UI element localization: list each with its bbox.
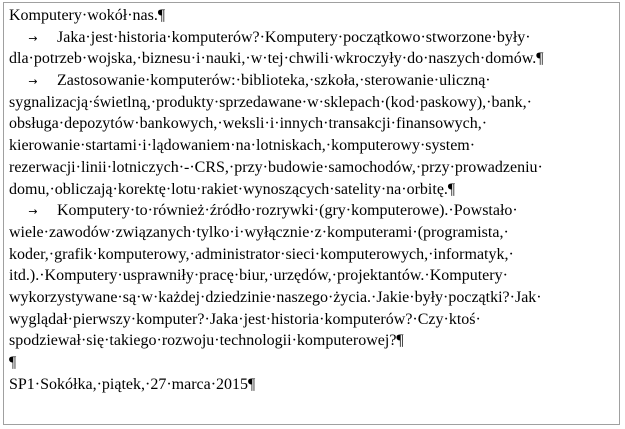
paragraph-3-line-2: wiele·zawodów·związanych·tylko·i·wyłącznie·z·komputerami·(programista,· [9, 223, 509, 241]
paragraph-text: Komputery·to·również·źródło·rozrywki·(gry·komputerowe).·Powstało· [57, 202, 518, 220]
paragraph-3-line-7: spodziewał·się·takiego·rozwoju·technologii·komputerowej?¶ [9, 332, 404, 350]
paragraph-3-line-5: wykorzystywane·są·w·każdej·dziedzinie·naszego·życia.·Jakie·były·początki?·Jak· [9, 288, 542, 306]
paragraph-2-line-3: obsługa·depozytów·bankowych,·weksli·i·innych·transakcji·finansowych,· [9, 115, 488, 133]
signature-line: SP1·Sokółka,·piątek,·27·marca·2015¶ [9, 375, 256, 393]
tab-arrow-icon: → [28, 75, 38, 89]
tab-arrow-icon: → [28, 205, 38, 219]
paragraph-1-line-2: dla·potrzeb·wojska,·biznesu·i·nauki,·w·tej·chwili·wkroczyły·do·naszych·domów.¶ [9, 50, 544, 68]
paragraph-1-line-1 [9, 27, 619, 49]
document-text-area[interactable] [9, 5, 619, 395]
tab-arrow-icon: → [28, 31, 38, 45]
paragraph-2-line-2: sygnalizacją·świetlną,·produkty·sprzedawane·w·sklepach·(kod·paskowy),·bank,· [9, 93, 532, 111]
paragraph-2-line-6: domu,·obliczają·korektę·lotu·rakiet·wynoszących·satelity·na·orbitę.¶ [9, 180, 456, 198]
paragraph-2-line-1 [9, 70, 619, 92]
paragraph-text: Zastosowanie·komputerów:·biblioteka,·szkoła,·sterowanie·uliczną· [57, 72, 491, 90]
paragraph-text: Jaka·jest·historia·komputerów?·Komputery·początkowo·stworzone·były· [57, 28, 531, 46]
document-page [3, 2, 620, 425]
paragraph-2-line-5: rezerwacji·linii·lotniczych·-·CRS,·przy·budowie·samochodów,·przy·prowadzeniu· [9, 158, 543, 176]
paragraph-3-line-4: itd.).·Komputery·usprawniły·pracę·biur,·urzędów,·projektantów.·Komputery· [9, 267, 508, 285]
paragraph-3-line-1 [9, 200, 619, 222]
empty-paragraph-mark: ¶ [9, 354, 17, 371]
paragraph-2-line-4: kierowanie·startami·i·lądowaniem·na·lotniskach,·komputerowy·system· [9, 137, 476, 155]
paragraph-3-line-6: wyglądał·pierwszy·komputer?·Jaka·jest·historia·komputerów?·Czy·ktoś· [9, 310, 481, 328]
document-title: Komputery·wokół·nas.¶ [9, 7, 166, 24]
paragraph-3-line-3: koder,·grafik·komputerowy,·administrator·sieci·komputerowych,·informatyk,· [9, 245, 514, 263]
